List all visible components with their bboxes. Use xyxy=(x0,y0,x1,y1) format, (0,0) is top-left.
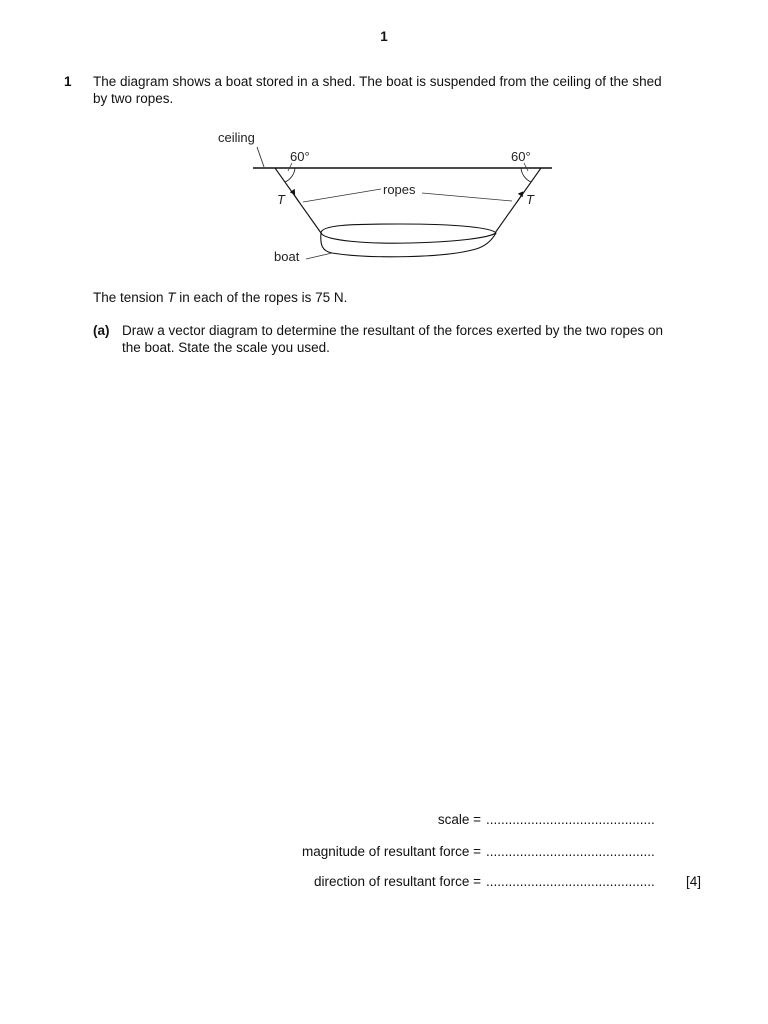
magnitude-label: magnitude of resultant force = xyxy=(302,844,481,859)
angle-arc-left xyxy=(285,168,295,182)
tension-before: The tension xyxy=(93,290,168,305)
boat-label: boat xyxy=(274,249,300,264)
tension-symbol: T xyxy=(167,290,176,305)
angle-pointer-left xyxy=(288,163,292,171)
tension-label-left: T xyxy=(277,192,285,207)
angle-pointer-right xyxy=(524,163,528,171)
page-number: 1 xyxy=(380,29,388,44)
angle-label-left: 60° xyxy=(290,149,310,164)
part-a-text-line-1: Draw a vector diagram to determine the resultant of the forces exerted by the two ropes on xyxy=(122,323,664,338)
part-a-text-line-2: the boat. State the scale you used. xyxy=(122,339,330,355)
question-text xyxy=(93,74,708,107)
magnitude-answer-line[interactable]: ............................................. xyxy=(486,844,655,859)
question-text-line-1: The diagram shows a boat stored in a shed. The boat is suspended from the ceiling of the shed xyxy=(93,74,662,89)
angle-arc-right xyxy=(521,168,531,182)
angle-label-right: 60° xyxy=(511,149,531,164)
question-text-line-2: by two ropes. xyxy=(93,90,174,106)
part-a-text xyxy=(122,323,712,356)
ceiling-label: ceiling xyxy=(218,130,255,145)
tension-statement xyxy=(93,290,347,305)
part-a-label: (a) xyxy=(93,323,110,338)
ropes-leader-left xyxy=(303,189,381,202)
ropes-leader-right xyxy=(422,193,512,201)
question-number: 1 xyxy=(64,74,72,89)
ceiling-pointer xyxy=(257,147,264,167)
direction-label: direction of resultant force = xyxy=(314,874,481,889)
boat-leader xyxy=(306,253,332,259)
boat-diagram xyxy=(200,125,570,270)
tension-after: in each of the ropes is 75 N. xyxy=(175,290,348,305)
direction-answer-line[interactable]: ............................................. xyxy=(486,874,655,889)
marks-label: [4] xyxy=(686,874,702,889)
scale-answer-line[interactable]: ............................................. xyxy=(486,812,655,827)
scale-label: scale = xyxy=(437,812,481,827)
tension-label-right: T xyxy=(526,192,534,207)
ropes-label: ropes xyxy=(383,182,416,197)
tension-arrow-stem-left xyxy=(293,193,299,202)
